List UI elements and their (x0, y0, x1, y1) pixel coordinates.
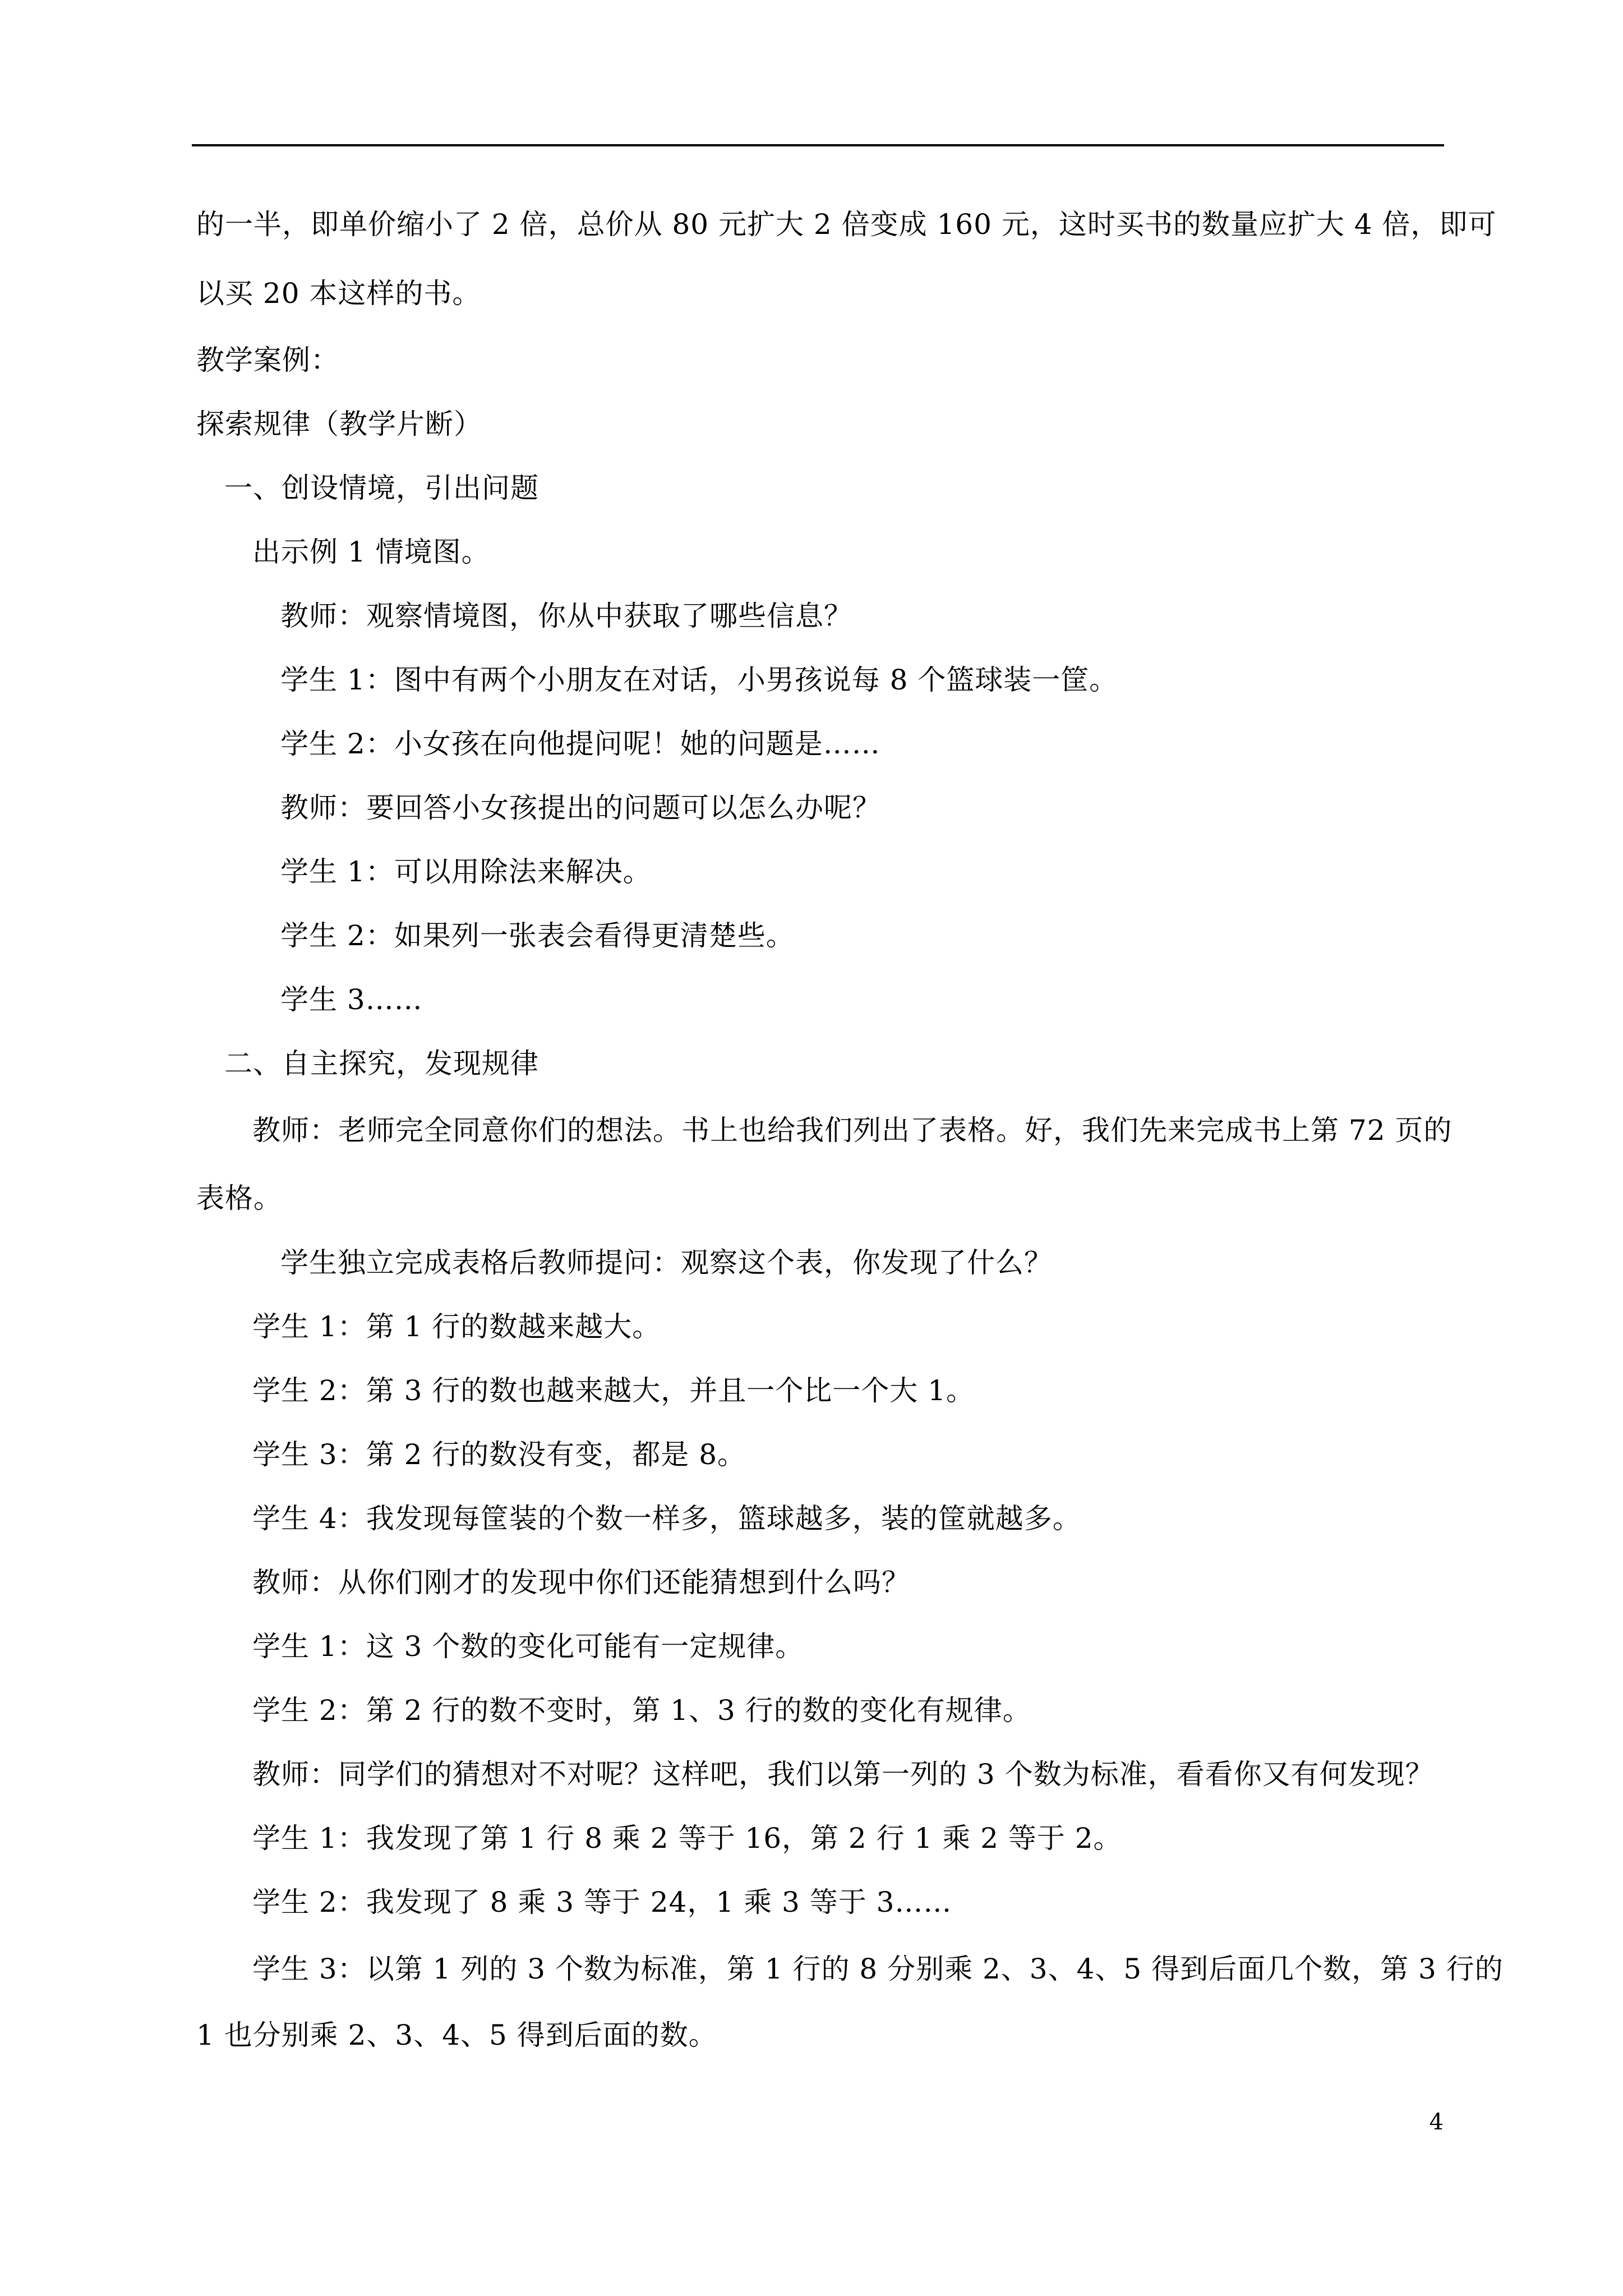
dialogue-line: 学生 2：如果列一张表会看得更清楚些。 (280, 919, 795, 952)
dialogue-line: 学生 4：我发现每筐装的个数一样多，篮球越多，装的筐就越多。 (252, 1502, 1081, 1535)
dialogue-line: 教师：观察情境图，你从中获取了哪些信息？ (280, 600, 852, 632)
body-line: 出示例 1 情境图。 (252, 536, 490, 568)
body-line: 以买 20 本这样的书。 (196, 277, 481, 310)
dialogue-line: 学生 1：图中有两个小朋友在对话，小男孩说每 8 个篮球装一筐。 (280, 664, 1118, 696)
subsection-heading: 一、创设情境，引出问题 (224, 472, 539, 504)
body-line: 的一半，即单价缩小了 2 倍，总价从 80 元扩大 2 倍变成 160 元，这时买书的数量应扩大 4 倍，即可 (196, 208, 1497, 241)
dialogue-line: 学生 2：小女孩在向他提问呢！她的问题是…… (280, 728, 880, 760)
page-number: 4 (1429, 2109, 1444, 2135)
dialogue-line: 教师：从你们刚才的发现中你们还能猜想到什么吗？ (252, 1566, 910, 1599)
dialogue-line: 学生 3…… (280, 983, 423, 1016)
subsection-heading: 二、自主探究，发现规律 (224, 1047, 539, 1080)
dialogue-line: 学生 2：第 3 行的数也越来越大，并且一个比一个大 1。 (252, 1374, 975, 1407)
section-heading: 教学案例： (196, 344, 339, 376)
section-heading: 探索规律（教学片断） (196, 408, 482, 440)
dialogue-line: 学生 1：可以用除法来解决。 (280, 855, 652, 888)
dialogue-line: 学生 1：我发现了第 1 行 8 乘 2 等于 16，第 2 行 1 乘 2 等于 2。 (252, 1822, 1122, 1855)
dialogue-line: 教师：要回答小女孩提出的问题可以怎么办呢？ (280, 792, 881, 824)
dialogue-line: 表格。 (196, 1182, 282, 1214)
dialogue-line: 学生 2：第 2 行的数不变时，第 1、3 行的数的变化有规律。 (252, 1694, 1031, 1727)
dialogue-line: 教师：同学们的猜想对不对呢？这样吧，我们以第一列的 3 个数为标准，看看你又有何发现？ (252, 1758, 1434, 1791)
header-rule (192, 144, 1444, 146)
dialogue-line: 1 也分别乘 2、3、4、5 得到后面的数。 (196, 2019, 717, 2051)
dialogue-line: 学生 2：我发现了 8 乘 3 等于 24，1 乘 3 等于 3…… (252, 1886, 952, 1918)
dialogue-line: 学生 1：这 3 个数的变化可能有一定规律。 (252, 1630, 804, 1663)
dialogue-line: 教师：老师完全同意你们的想法。书上也给我们列出了表格。好，我们先来完成书上第 72 页的 (252, 1114, 1453, 1147)
dialogue-line: 学生 3：以第 1 列的 3 个数为标准，第 1 行的 8 分别乘 2、3、4、5 得到后面几个数，第 3 行的 (252, 1953, 1504, 1985)
dialogue-line: 学生 3：第 2 行的数没有变，都是 8。 (252, 1438, 746, 1471)
dialogue-line: 学生 1：第 1 行的数越来越大。 (252, 1310, 661, 1343)
body-line: 学生独立完成表格后教师提问：观察这个表，你发现了什么？ (280, 1246, 1053, 1279)
